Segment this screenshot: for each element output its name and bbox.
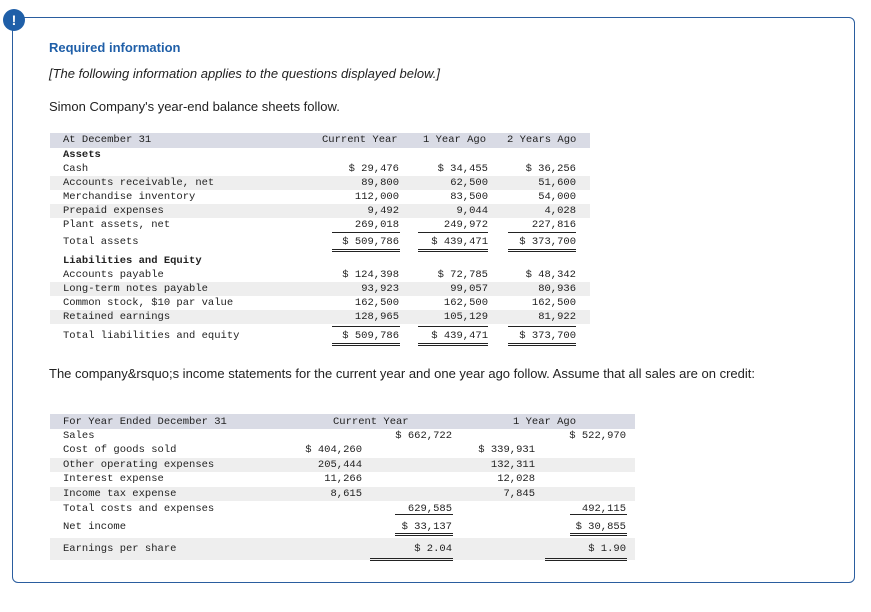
- two-years-ago-value: 227,816: [531, 219, 576, 231]
- net-income-y1: $ 30,855: [575, 521, 626, 533]
- two-years-ago-value: 162,500: [531, 297, 576, 309]
- table-row: [50, 429, 635, 443]
- eps-label: Earnings per share: [63, 543, 177, 555]
- one-year-ago-value: 7,845: [503, 487, 535, 500]
- row-label: Accounts receivable, net: [63, 177, 215, 189]
- one-year-ago-value: 99,057: [450, 283, 488, 295]
- current-year-value: 9,492: [367, 205, 399, 217]
- current-year-value: 89,800: [361, 177, 399, 189]
- current-year-value: $ 124,398: [342, 269, 399, 281]
- eps-cy: $ 2.04: [414, 543, 452, 555]
- eps-y1: $ 1.90: [588, 543, 626, 555]
- one-year-ago-value: 162,500: [443, 297, 488, 309]
- two-years-ago-value: 51,600: [538, 177, 576, 189]
- net-income-cy: $ 33,137: [401, 521, 452, 533]
- two-years-ago-value: 54,000: [538, 191, 576, 203]
- row-label: Cost of goods sold: [63, 444, 177, 456]
- header-1-year-ago: 1 Year Ago: [423, 134, 487, 146]
- table-header-row: [50, 415, 635, 429]
- current-year-value: 8,615: [330, 487, 362, 500]
- total-liab-label: Total liabilities and equity: [63, 330, 240, 342]
- total-assets-label: Total assets: [63, 236, 139, 248]
- row-label: Common stock, $10 par value: [63, 297, 234, 309]
- two-years-ago-value: 4,028: [544, 205, 576, 217]
- total-costs-cy: 629,585: [407, 503, 452, 515]
- current-year-value: 112,000: [354, 191, 399, 203]
- total-costs-label: Total costs and expenses: [63, 503, 215, 515]
- table-header-row: [50, 133, 590, 147]
- one-year-ago-value: 83,500: [450, 191, 488, 203]
- one-year-ago-value: 12,028: [497, 473, 535, 485]
- header-current-year: Current Year: [322, 134, 398, 146]
- two-years-ago-value: $ 36,256: [525, 163, 576, 175]
- sales-label: Sales: [63, 430, 95, 442]
- row-label: Income tax expense: [63, 487, 177, 500]
- total-costs-y1: 492,115: [581, 503, 626, 515]
- header-1-year-ago: 1 Year Ago: [513, 416, 577, 428]
- two-years-ago-value: 81,922: [538, 311, 576, 323]
- total-liab-cy: $ 509,786: [342, 330, 399, 342]
- one-year-ago-value: 9,044: [456, 205, 488, 217]
- one-year-ago-value: $ 339,931: [478, 444, 535, 456]
- header-current-year: Current Year: [333, 416, 409, 428]
- current-year-value: 11,266: [324, 473, 362, 485]
- table-row: [50, 502, 635, 516]
- two-years-ago-value: 80,936: [538, 283, 576, 295]
- row-label: Interest expense: [63, 473, 164, 485]
- table-row: [50, 542, 635, 556]
- current-year-value: $ 404,260: [305, 444, 362, 456]
- current-year-value: 128,965: [354, 311, 399, 323]
- row-label: Long-term notes payable: [63, 283, 208, 295]
- total-liab-y1: $ 439,471: [431, 330, 488, 342]
- sales-y1: $ 522,970: [569, 430, 626, 442]
- current-year-value: $ 29,476: [348, 163, 399, 175]
- row-label: Merchandise inventory: [63, 191, 196, 203]
- one-year-ago-value: $ 72,785: [437, 269, 488, 281]
- header-2-years-ago: 2 Years Ago: [507, 134, 577, 146]
- row-label: Accounts payable: [63, 269, 164, 281]
- table-row: [50, 235, 590, 249]
- header-label: For Year Ended December 31: [63, 416, 227, 428]
- assets-heading: Assets: [63, 149, 101, 161]
- row-label: Retained earnings: [63, 311, 171, 323]
- one-year-ago-value: 249,972: [443, 219, 488, 231]
- alert-icon: !: [3, 9, 25, 31]
- total-assets-cy: $ 509,786: [342, 236, 399, 248]
- row-label: Prepaid expenses: [63, 205, 164, 217]
- sales-cy: $ 662,722: [395, 430, 452, 442]
- income-statement-table: [50, 414, 635, 564]
- one-year-ago-value: 132,311: [490, 458, 535, 471]
- current-year-value: 205,444: [317, 458, 362, 471]
- income-statement-intro: The company&rsquo;s income statements for the current year and one year ago follow. Assume that all sales are on credit:: [49, 366, 755, 381]
- net-income-label: Net income: [63, 521, 127, 533]
- table-row: [50, 520, 635, 534]
- row-label: Cash: [63, 163, 89, 175]
- table-row: [50, 329, 590, 343]
- balance-sheet-intro: Simon Company's year-end balance sheets follow.: [49, 99, 340, 114]
- header-label: At December 31: [63, 134, 152, 146]
- current-year-value: 93,923: [361, 283, 399, 295]
- total-liab-y2: $ 373,700: [519, 330, 576, 342]
- one-year-ago-value: $ 34,455: [437, 163, 488, 175]
- one-year-ago-value: 105,129: [443, 311, 488, 323]
- row-label: Plant assets, net: [63, 219, 171, 231]
- balance-sheet-table: [50, 133, 590, 348]
- total-assets-y2: $ 373,700: [519, 236, 576, 248]
- current-year-value: 269,018: [354, 219, 399, 231]
- total-assets-y1: $ 439,471: [431, 236, 488, 248]
- required-information-title: Required information: [49, 40, 181, 55]
- row-label: Other operating expenses: [63, 458, 215, 471]
- one-year-ago-value: 62,500: [450, 177, 488, 189]
- two-years-ago-value: $ 48,342: [525, 269, 576, 281]
- liabilities-heading: Liabilities and Equity: [63, 255, 202, 267]
- current-year-value: 162,500: [354, 297, 399, 309]
- required-information-note: [The following information applies to the questions displayed below.]: [49, 66, 440, 81]
